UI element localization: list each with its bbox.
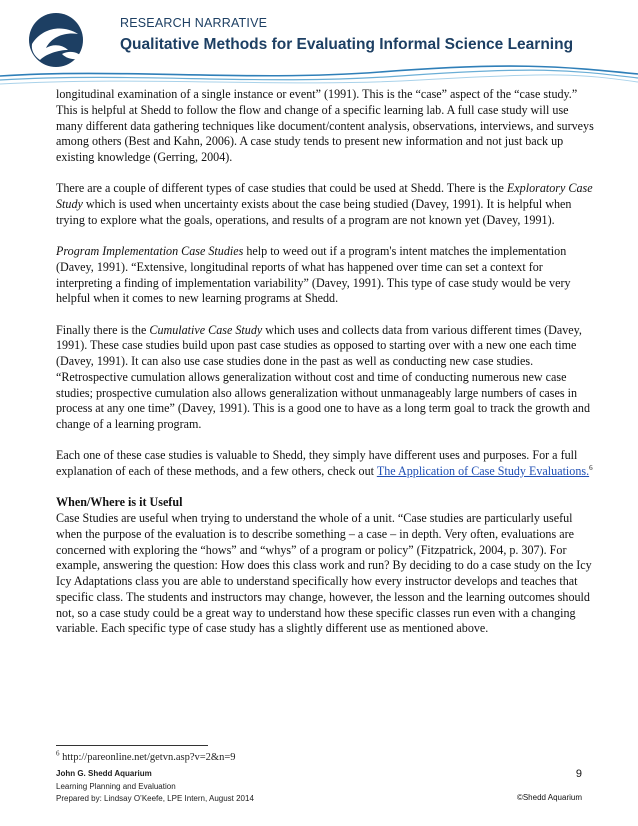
paragraph-text: help to weed out if a program's intent matches the implementation (Davey, 1991). “Extensive, longitudinal reports of what has happened over time can set a context for interpreting a finding of implementation variability” (Davey, 1991). This type of case study would be very helpful when it comes to new learning programs at Shedd. — [56, 244, 571, 306]
footnote-reference: 6 — [589, 463, 593, 472]
footnote-number: 6 — [56, 749, 60, 758]
footer-copyright: ©Shedd Aquarium — [516, 793, 582, 802]
paragraph-text: There are a couple of different types of case studies that could be used at Shedd. There is the — [56, 181, 507, 196]
paragraph-case-study-value — [56, 448, 594, 480]
paragraph-text: which uses and collects data from various different times (Davey, 1991). These case studies build upon past case studies as opposed to starting over with a new one each time (Davey, 1991). It can also use case studies done in the past as well as conducting new case studies. “Retrospective cumulation allows generalization without cost and time of conducting numerous new case studies; prospective cumulation also allows generalization without unmanageably large numbers of cases in process at any one time” (Davey, 1991). This is a good one to have as a long term goal to track the growth and change of a learning program. — [56, 322, 590, 431]
application-of-case-study-link[interactable]: The Application of Case Study Evaluations. — [376, 464, 590, 478]
paragraph-when-where-useful — [56, 511, 594, 637]
paragraph-text: which is used when uncertainty exists about the case being studied (Davey, 1991). It is helpful when trying to explore what the goals, operations, and results of a program are not known yet (Davey, 1991). — [56, 197, 572, 227]
term-cumulative-case-study: Cumulative Case Study — [149, 322, 263, 337]
section-heading: When/Where is it Useful — [56, 495, 183, 510]
footnote — [56, 749, 236, 763]
paragraph-program-implementation — [56, 244, 594, 307]
page-footer — [56, 768, 254, 806]
term-exploratory-case-study: Exploratory Case Study — [56, 181, 593, 211]
paragraph-cumulative-case-study — [56, 323, 594, 433]
header-label: RESEARCH NARRATIVE — [120, 16, 268, 30]
paragraph-case-study-definition — [56, 87, 594, 166]
paragraph-text: longitudinal examination of a single instance or event” (1991). This is the “case” aspect of the “case study.” This is helpful at Shedd to follow the flow and change of a specific learning lab. A full case study will use many different data gathering techniques like document/content analysis, observations, interviews, and surveys among others (Best and Kahn, 2006). A case study tends to present new information and not just back up existing knowledge (Gerring, 2004). — [56, 87, 594, 164]
paragraph-text: Finally there is the — [56, 322, 150, 337]
paragraph-text: Each one of these case studies is valuable to Shedd, they simply have different uses and purposes. For a full explanation of each of these methods, and a few others, check out — [56, 448, 578, 478]
paragraph-exploratory-case-study — [56, 181, 594, 228]
document-body — [56, 87, 594, 637]
footnote-url: http://pareonline.net/getvn.asp?v=2&n=9 — [59, 752, 236, 763]
footnote-divider — [56, 745, 208, 746]
page-number: 9 — [575, 768, 582, 780]
shedd-logo-icon — [22, 10, 94, 70]
paragraph-text: Case Studies are useful when trying to understand the whole of a unit. “Case studies are particularly useful when the purpose of the evaluation is to describe something – a case – in depth. Very often, evaluations are concerned with exploring the “hows” and “whys” of a program or policy” (Fitzpatrick, 2004, p. 307). For example, answering the question: How does this class work and run? By deciding to do a case study on the Icy Icy Adaptations class you are able to understand specifically how every instructor develops and teaches that specific class. The students and instructors may change, however, the lesson and the learning outcomes should not, so a case study could be a great way to understand how these specific classes run even with a changing variable. Each specific type of case study has a slightly different use as mentioned above. — [56, 511, 592, 636]
document-title: Qualitative Methods for Evaluating Informal Science Learning — [120, 36, 574, 53]
footer-department: Learning Planning and Evaluation — [56, 781, 176, 791]
term-program-implementation-case-studies: Program Implementation Case Studies — [56, 244, 244, 258]
footer-organization: John G. Shedd Aquarium — [56, 769, 152, 778]
footer-prepared-by: Prepared by: Lindsay O’Keefe, LPE Intern, August 2014 — [56, 794, 254, 804]
